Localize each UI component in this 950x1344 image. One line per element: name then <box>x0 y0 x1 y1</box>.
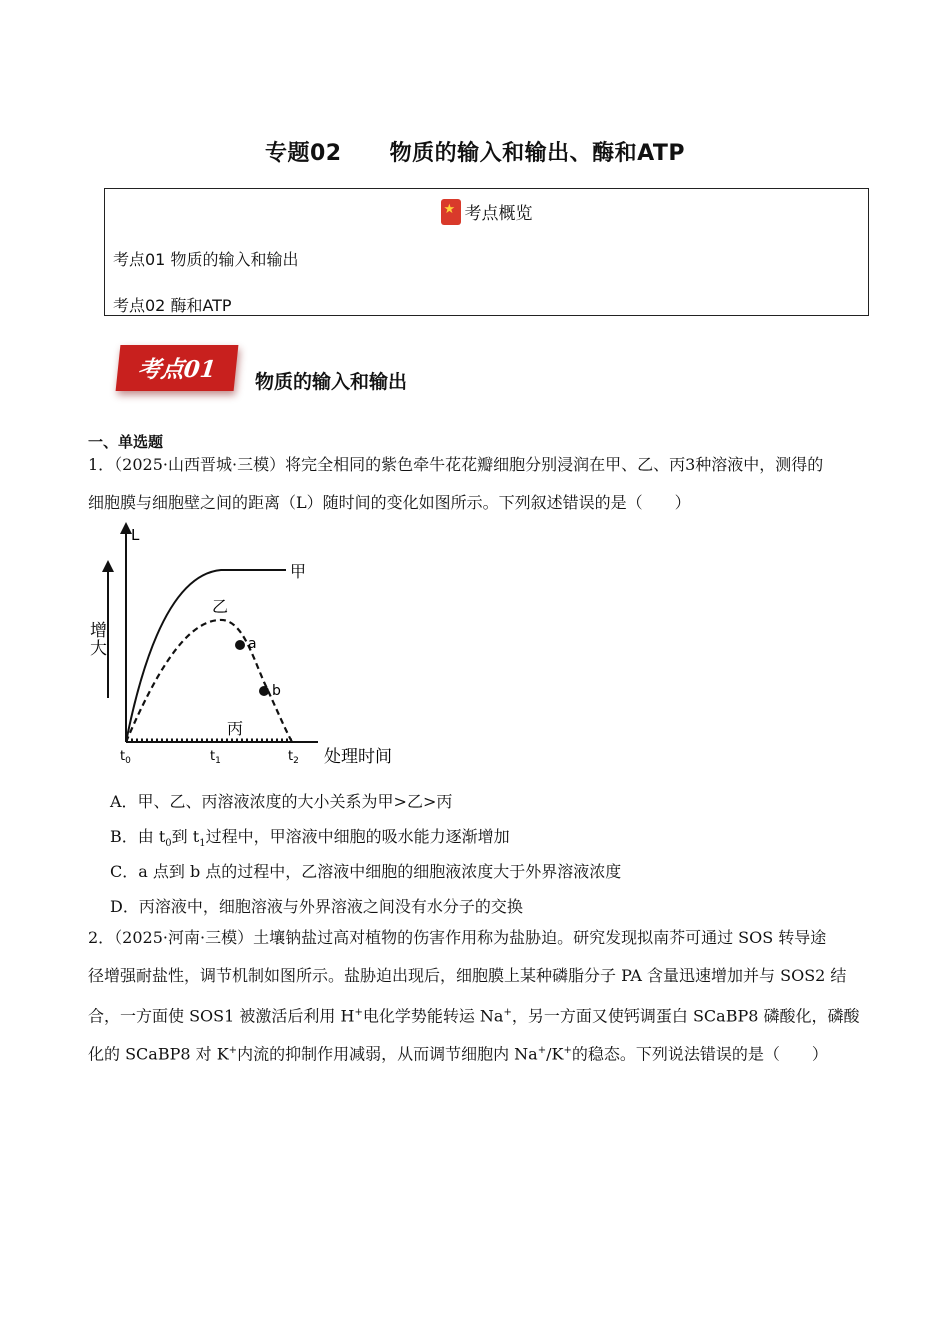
q2-text-line-2: 径增强耐盐性，调节机制如图所示。盐胁迫出现后，细胞膜上某种磷脂分子 PA 含量迅速增加并与 SOS2 结 <box>88 966 847 985</box>
q2-text-line-4: 化的 SCaBP8 对 K+内流的抑制作用减弱，从而调节细胞内 Na+/K+的稳态。下列说法错误的是（ ） <box>88 1044 828 1064</box>
q1-text-line-1: 1．（2025·山西晋城·三模）将完全相同的紫色牵牛花花瓣细胞分别浸润在甲、乙、丙3种溶液中，测得的 <box>88 455 824 474</box>
x-tick-t1: $t_1$ <box>210 749 221 766</box>
q2-text-line-1: 2．（2025·河南·三模）土壤钠盐过高对植物的伤害作用称为盐胁迫。研究发现拟南芥可通过 SOS 转导途 <box>88 928 827 947</box>
book-icon <box>441 199 461 225</box>
document-title <box>0 136 950 167</box>
title-topic-number: 专题02 <box>264 141 342 166</box>
title-topic-name: 物质的输入和输出、酶和ATP <box>389 141 686 166</box>
y-axis-label: L <box>131 526 140 544</box>
q1-figure <box>86 522 406 772</box>
point-b-label: b <box>272 683 281 699</box>
curve-jia <box>126 570 286 742</box>
q1-option-a[interactable]: A．甲、乙、丙溶液浓度的大小关系为甲>乙>丙 <box>110 792 453 811</box>
q1-option-b[interactable]: B．由 $t_0$到 $t_1$过程中，甲溶液中细胞的吸水能力逐渐增加 <box>110 827 510 850</box>
x-tick-t2: $t_2$ <box>288 749 299 766</box>
q2-text-line-3: 合，一方面使 SOS1 被激活后利用 H+电化学势能转运 Na+，另一方面又使钙调蛋白 SCaBP8 磷酸化，磷酸 <box>88 1006 860 1026</box>
overview-heading: ★考点概览 <box>105 199 868 225</box>
x-tick-t0: $t_0$ <box>120 749 131 766</box>
curve-bing-label: 丙 <box>227 719 244 738</box>
curve-jia-label: 甲 <box>290 562 307 581</box>
question-type-heading: 一、单选题 <box>88 433 164 451</box>
q1-text-line-2: 细胞膜与细胞壁之间的距离（L）随时间的变化如图所示。下列叙述错误的是（ ） <box>88 493 691 512</box>
overview-item-1: 考点01 物质的输入和输出 <box>113 250 299 269</box>
overview-item-2: 考点02 酶和ATP <box>113 296 232 315</box>
y-side-label-2: 大 <box>90 639 107 659</box>
q1-option-c[interactable]: C．a 点到 b 点的过程中，乙溶液中细胞的细胞液浓度大于外界溶液浓度 <box>110 862 622 881</box>
q1-option-d[interactable]: D．丙溶液中，细胞溶液与外界溶液之间没有水分子的交换 <box>110 897 523 916</box>
y-side-label-1: 增 <box>90 621 107 641</box>
curve-yi-label: 乙 <box>212 597 229 616</box>
point-a-label: a <box>248 636 257 652</box>
curve-yi <box>126 620 292 742</box>
x-axis-label: 处理时间 <box>324 747 392 767</box>
overview-box <box>104 188 869 316</box>
point-a <box>235 640 245 650</box>
point-b <box>259 686 269 696</box>
section-badge: 考点01 <box>116 345 239 391</box>
section-title: 物质的输入和输出 <box>255 371 408 393</box>
